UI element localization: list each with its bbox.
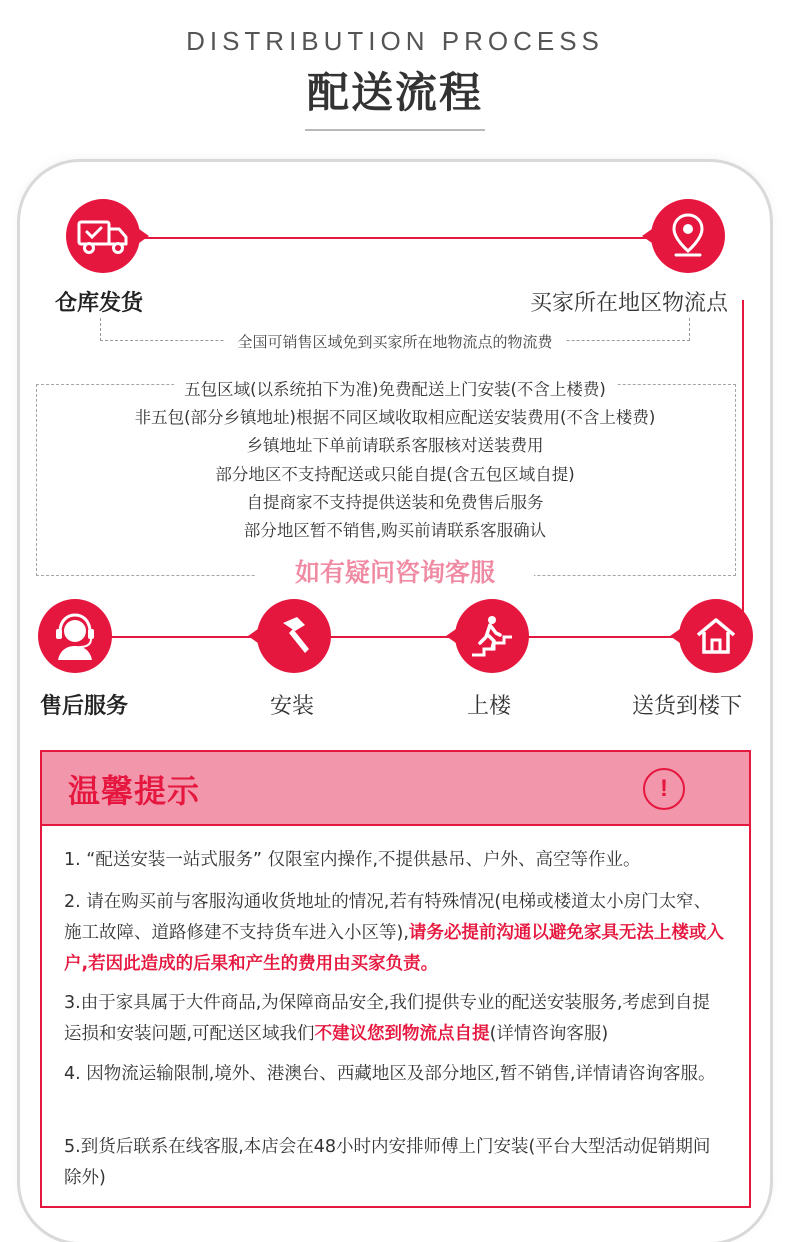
delivery-rule: 部分地区暂不销售,购买前请联系客服确认	[243, 521, 547, 541]
top-flow-line	[140, 237, 680, 239]
tips-header	[42, 752, 749, 826]
tip-item-3-highlight: 不建议您到物流点自提	[314, 1024, 490, 1044]
upstairs-step-circle	[455, 599, 529, 673]
after-sales-step-circle	[38, 599, 112, 673]
tip-item-2-highlight: 请务必提前沟通以避免家具无法上楼或入户,若因此造成的后果和产生的费用由买家负责。	[64, 923, 724, 974]
exclamation-icon: !	[643, 768, 685, 810]
location-pin-icon	[666, 211, 710, 261]
bottom-flow-line	[80, 636, 720, 638]
delivery-rule: 部分地区不支持配送或只能自提(含五包区域自提)	[215, 464, 575, 484]
hammer-icon	[271, 613, 317, 659]
delivery-rule: 自提商家不支持提供送装和免费售后服务	[246, 492, 544, 512]
tip-item-4: 4. 因物流运输限制,境外、港澳台、西藏地区及部分地区,暂不销售,详情请咨询客服。	[64, 1064, 716, 1084]
page-title: 配送流程	[306, 68, 483, 117]
downstairs-delivery-step-circle	[679, 599, 753, 673]
logistics-point-label: 买家所在地区物流点	[530, 291, 729, 316]
customer-service-icon	[50, 610, 100, 662]
delivery-rule: 五包区域(以系统拍下为准)免费配送上门安装(不含上楼费)	[0, 376, 790, 404]
english-title: DISTRIBUTION PROCESS	[186, 26, 604, 56]
tips-title: 温馨提示	[68, 772, 201, 810]
title-divider	[305, 129, 485, 131]
tip-item-1: 1. “配送安装一站式服务” 仅限室内操作,不提供悬吊、户外、高空等作业。	[64, 850, 641, 870]
house-icon	[693, 614, 739, 658]
delivery-rule: 非五包(部分乡镇地址)根据不同区域收取相应配送安装费用(不含上楼费)	[134, 408, 656, 428]
warehouse-label: 仓库发货	[55, 291, 144, 316]
tip-item-5: 5.到货后联系在线客服,本店会在48小时内安排师傅上门安装(平台大型活动促销期间除外)	[64, 1137, 711, 1188]
upstairs-label: 上楼	[467, 694, 512, 719]
tip-item-2-text: 2. 请在购买前与客服沟通收货地址的情况,若有特殊情况(电梯或楼道太小房门太窄、施工故障、道路修建不支持货车进入小区等),	[64, 892, 712, 943]
tip-item-3-suffix: (详情咨询客服)	[489, 1024, 609, 1044]
downstairs-delivery-label: 送货到楼下	[632, 694, 743, 719]
delivery-rule: 乡镇地址下单前请联系客服核对送装费用	[246, 436, 544, 456]
install-step-circle	[257, 599, 331, 673]
tips-box	[40, 750, 751, 1208]
tip-item-2	[64, 887, 724, 980]
shipping-note: 全国可销售区域免到买家所在地物流点的物流费	[0, 331, 790, 352]
delivery-truck-icon	[76, 216, 130, 256]
tip-item-3	[64, 988, 724, 1050]
install-label: 安装	[270, 694, 315, 719]
stairs-icon	[468, 613, 516, 659]
after-sales-label: 售后服务	[40, 694, 129, 719]
logistics-point-step-circle	[651, 199, 725, 273]
delivery-rules-list	[0, 376, 790, 545]
tip-item-3-text: 3.由于家具属于大件商品,为保障商品安全,我们提供专业的配送安装服务,考虑到自提运损和安装问题,可配送区域我们	[64, 993, 710, 1044]
consult-service-text[interactable]: 如有疑问咨询客服	[256, 553, 534, 589]
warehouse-step-circle	[66, 199, 140, 273]
